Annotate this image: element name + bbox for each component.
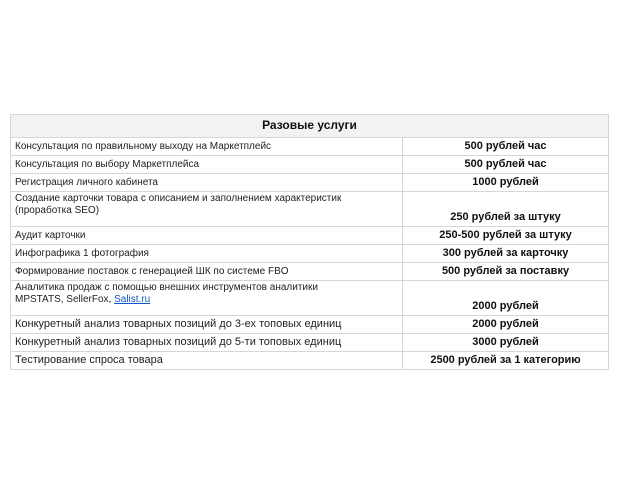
table-row	[11, 281, 609, 316]
service-name: Консультация по выбору Маркетплейса	[11, 156, 403, 174]
table-row	[11, 227, 609, 245]
service-price: 1000 рублей	[403, 174, 609, 192]
service-name: Тестирование спроса товара	[11, 352, 403, 370]
service-price: 250-500 рублей за штуку	[403, 227, 609, 245]
service-name-line1: Создание карточки товара с описанием и заполнением характеристик	[15, 193, 342, 204]
service-price: 250 рублей за штуку	[403, 192, 609, 227]
service-price: 300 рублей за карточку	[403, 245, 609, 263]
service-price: 2500 рублей за 1 категорию	[403, 352, 609, 370]
service-name: Консультация по правильному выходу на Маркетплейс	[11, 138, 403, 156]
service-price: 500 рублей час	[403, 156, 609, 174]
table-row	[11, 245, 609, 263]
service-name-line2: (проработка SEO)	[15, 204, 100, 216]
service-name-line1: Аналитика продаж с помощью внешних инструментов аналитики	[15, 282, 318, 293]
table-title: Разовые услуги	[11, 115, 609, 138]
service-name-line2	[15, 294, 398, 306]
service-name: Регистрация личного кабинета	[11, 174, 403, 192]
table-title-row	[11, 115, 609, 138]
table-row	[11, 138, 609, 156]
service-price: 500 рублей за поставку	[403, 263, 609, 281]
service-name: Конкуретный анализ товарных позиций до 3-ех топовых единиц	[11, 316, 403, 334]
service-price: 2000 рублей	[403, 316, 609, 334]
table-row	[11, 316, 609, 334]
service-name: Аудит карточки	[11, 227, 403, 245]
service-price: 2000 рублей	[403, 281, 609, 316]
table-row	[11, 352, 609, 370]
salist-link[interactable]: Salist.ru	[114, 293, 151, 305]
table-row	[11, 263, 609, 281]
service-name: Формирование поставок с генерацией ШК по системе FBO	[11, 263, 403, 281]
service-name-line2-text: MPSTATS, SellerFox,	[15, 293, 115, 305]
table-row	[11, 156, 609, 174]
service-name	[11, 192, 403, 227]
services-price-table	[10, 114, 609, 370]
service-name: Инфографика 1 фотография	[11, 245, 403, 263]
service-name: Конкуретный анализ товарных позиций до 5-ти топовых единиц	[11, 334, 403, 352]
table-row	[11, 334, 609, 352]
table-row	[11, 192, 609, 227]
service-price: 500 рублей час	[403, 138, 609, 156]
service-name	[11, 281, 403, 316]
service-price: 3000 рублей	[403, 334, 609, 352]
table-row	[11, 174, 609, 192]
